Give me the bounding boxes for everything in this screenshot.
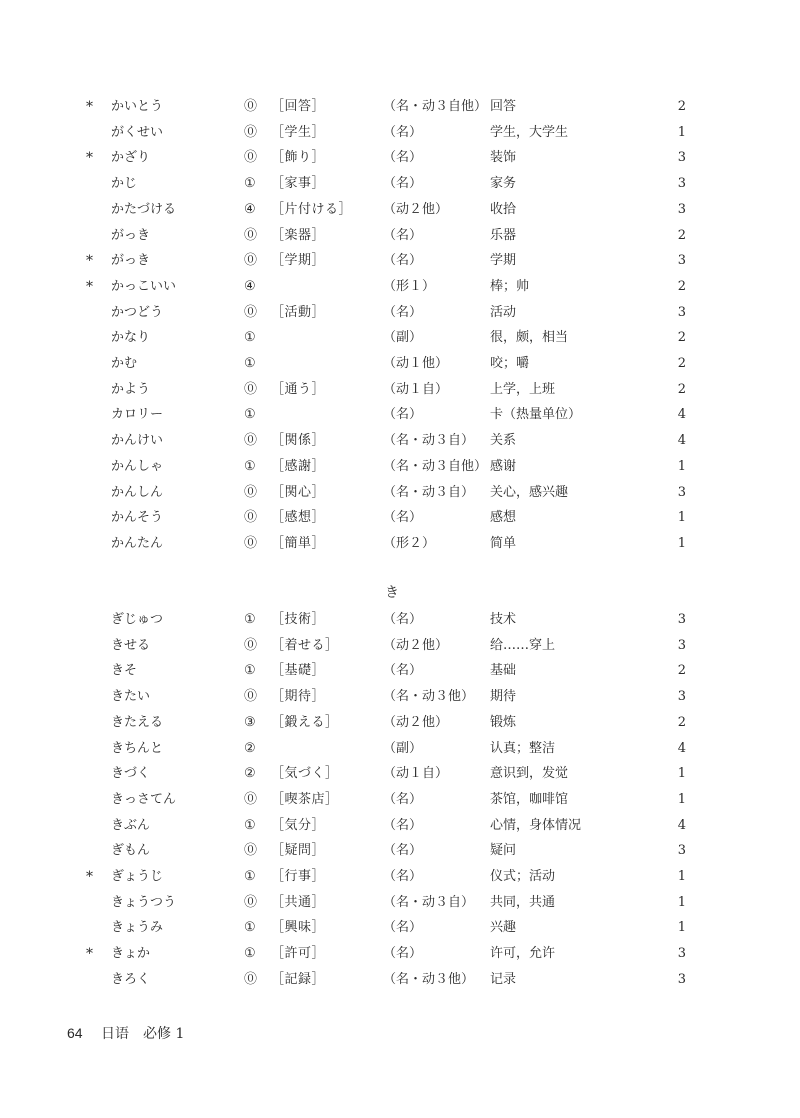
entry-kanji: ［関心］ — [271, 484, 326, 500]
entry-lesson: 1 — [677, 458, 686, 474]
entry-meaning: 心情，身体情况 — [490, 817, 582, 833]
entry-reading: かんけい — [111, 433, 164, 449]
entry-reading: きぶん — [111, 817, 151, 833]
entry-kanji: ［回答］ — [271, 99, 326, 114]
entry-reading: かよう — [111, 381, 151, 397]
entry-meaning: 学期 — [490, 253, 517, 269]
entry-kanji: ［基礎］ — [271, 663, 326, 679]
entry-accent: ① — [244, 920, 256, 936]
entry-meaning: 活动 — [490, 304, 517, 320]
entry-part-of-speech: （名） — [383, 817, 423, 833]
entry-accent: ② — [244, 740, 256, 756]
vocab-row — [0, 865, 800, 889]
entry-accent: ④ — [244, 201, 256, 217]
entry-reading: きたい — [111, 689, 151, 705]
entry-part-of-speech: （名） — [383, 407, 423, 423]
priority-star: * — [86, 150, 93, 167]
entry-reading: きちんと — [111, 740, 164, 756]
entry-reading: かいとう — [111, 99, 164, 114]
entry-meaning: 感想 — [490, 510, 517, 526]
priority-star: * — [86, 869, 93, 885]
vocab-row — [0, 942, 800, 966]
entry-part-of-speech: （动１他） — [383, 356, 449, 371]
entry-meaning: 咬；嚼 — [490, 356, 530, 371]
entry-part-of-speech: （名・动３自） — [383, 484, 475, 500]
entry-meaning: 关心，感兴趣 — [490, 484, 569, 500]
priority-star: * — [86, 99, 93, 115]
entry-lesson: 1 — [677, 791, 686, 807]
entry-lesson: 3 — [677, 946, 686, 962]
entry-meaning: 简单 — [490, 535, 517, 551]
entry-lesson: 2 — [677, 381, 686, 397]
entry-meaning: 兴趣 — [490, 920, 517, 936]
entry-kanji: ［簡単］ — [271, 535, 326, 551]
entry-meaning: 共同，共通 — [490, 894, 556, 910]
entry-reading: きせる — [111, 637, 151, 653]
entry-reading: きそ — [111, 663, 138, 679]
vocab-row — [0, 429, 800, 453]
entry-meaning: 记录 — [490, 971, 517, 987]
entry-accent: ① — [244, 869, 256, 884]
entry-reading: ぎじゅつ — [111, 612, 164, 627]
entry-lesson: 2 — [677, 227, 686, 243]
entry-part-of-speech: （名） — [383, 176, 423, 192]
entry-kanji: ［活動］ — [271, 304, 326, 320]
entry-part-of-speech: （动１自） — [383, 766, 449, 782]
entry-lesson: 4 — [677, 407, 686, 423]
entry-kanji: ［学生］ — [271, 124, 326, 140]
entry-kanji: ［関係］ — [271, 433, 326, 449]
entry-accent: ⓪ — [244, 304, 258, 320]
entry-part-of-speech: （名） — [383, 946, 423, 962]
entry-accent: ⓪ — [244, 124, 258, 140]
vocab-row — [0, 121, 800, 145]
entry-part-of-speech: （动２他） — [383, 637, 449, 653]
entry-kanji: ［感謝］ — [271, 458, 326, 474]
entry-kanji: ［技術］ — [271, 612, 326, 627]
entry-meaning: 仪式；活动 — [490, 869, 556, 884]
entry-meaning: 锻炼 — [490, 714, 517, 730]
entry-lesson: 4 — [677, 740, 686, 756]
entry-accent: ③ — [244, 714, 256, 730]
entry-lesson: 4 — [677, 817, 686, 833]
entry-accent: ⓪ — [244, 791, 258, 807]
vocab-row — [0, 378, 800, 402]
entry-kanji: ［期待］ — [271, 689, 326, 705]
entry-lesson: 2 — [677, 330, 686, 346]
entry-reading: かじ — [111, 176, 138, 192]
entry-meaning: 学生，大学生 — [490, 124, 569, 140]
vocab-row — [0, 198, 800, 222]
entry-part-of-speech: （名） — [383, 510, 423, 526]
entry-kanji: ［許可］ — [271, 946, 326, 962]
entry-kanji: ［喫茶店］ — [271, 791, 339, 807]
entry-meaning: 感谢 — [490, 458, 517, 474]
entry-lesson: 3 — [677, 689, 686, 705]
entry-meaning: 卡（热量单位） — [490, 407, 582, 423]
entry-lesson: 2 — [677, 356, 686, 371]
entry-lesson: 3 — [677, 176, 686, 192]
entry-accent: ① — [244, 946, 256, 962]
vocab-row — [0, 634, 800, 658]
entry-part-of-speech: （名） — [383, 304, 423, 320]
entry-accent: ⓪ — [244, 484, 258, 500]
entry-meaning: 很，颇，相当 — [490, 330, 569, 346]
entry-lesson: 1 — [677, 535, 686, 551]
entry-accent: ① — [244, 356, 256, 371]
entry-lesson: 2 — [677, 278, 686, 294]
entry-reading: きたえる — [111, 714, 164, 730]
page-footer — [67, 1021, 184, 1046]
vocab-row — [0, 224, 800, 248]
entry-kanji: ［鍛える］ — [271, 714, 339, 730]
entry-meaning: 疑问 — [490, 843, 517, 859]
entry-reading: かざり — [111, 150, 151, 166]
vocab-row — [0, 95, 800, 119]
vocab-row — [0, 352, 800, 376]
entry-lesson: 1 — [677, 766, 686, 782]
entry-part-of-speech: （名・动３他） — [383, 971, 475, 987]
entry-part-of-speech: （名・动３自他） — [383, 458, 488, 474]
entry-reading: がくせい — [111, 124, 164, 140]
entry-reading: ぎもん — [111, 843, 151, 859]
entry-accent: ⓪ — [244, 535, 258, 551]
entry-lesson: 2 — [677, 99, 686, 114]
entry-part-of-speech: （名・动３自他） — [383, 99, 488, 114]
entry-accent: ① — [244, 407, 256, 423]
entry-accent: ① — [244, 330, 256, 346]
entry-kanji: ［興味］ — [271, 920, 326, 936]
entry-lesson: 3 — [677, 612, 686, 627]
entry-part-of-speech: （名） — [383, 612, 423, 627]
entry-accent: ⓪ — [244, 433, 258, 449]
vocab-row — [0, 403, 800, 427]
entry-reading: きょうみ — [111, 920, 164, 936]
entry-kanji: ［着せる］ — [271, 637, 339, 653]
vocab-row — [0, 788, 800, 812]
entry-kanji: ［飾り］ — [271, 150, 326, 166]
vocab-row — [0, 146, 800, 170]
vocab-row — [0, 659, 800, 683]
entry-reading: がっき — [111, 253, 151, 269]
entry-part-of-speech: （名） — [383, 920, 423, 936]
entry-reading: かんしん — [111, 484, 164, 500]
entry-part-of-speech: （名） — [383, 150, 423, 166]
entry-reading: かなり — [111, 330, 151, 346]
entry-meaning: 基础 — [490, 663, 517, 679]
entry-accent: ⓪ — [244, 227, 258, 243]
vocab-row — [0, 762, 800, 786]
entry-lesson: 3 — [677, 971, 686, 987]
entry-accent: ④ — [244, 278, 256, 294]
entry-reading: きょか — [111, 946, 151, 962]
entry-part-of-speech: （名） — [383, 663, 423, 679]
entry-meaning: 期待 — [490, 689, 517, 705]
entry-accent: ⓪ — [244, 971, 258, 987]
entry-part-of-speech: （副） — [383, 740, 423, 756]
entry-accent: ⓪ — [244, 689, 258, 705]
entry-kanji: ［通う］ — [271, 381, 326, 397]
priority-star: * — [86, 946, 93, 963]
vocab-row — [0, 481, 800, 505]
entry-lesson: 2 — [677, 663, 686, 679]
entry-part-of-speech: （名） — [383, 791, 423, 807]
entry-meaning: 技术 — [490, 612, 517, 627]
entry-kanji: ［家事］ — [271, 176, 326, 192]
vocab-row — [0, 326, 800, 350]
entry-part-of-speech: （名） — [383, 869, 423, 884]
entry-accent: ① — [244, 458, 256, 474]
entry-reading: かっこいい — [111, 278, 177, 294]
entry-meaning: 许可，允许 — [490, 946, 556, 962]
entry-reading: きろく — [111, 971, 151, 987]
entry-reading: きっさてん — [111, 791, 177, 807]
entry-accent: ⓪ — [244, 510, 258, 526]
entry-lesson: 1 — [677, 510, 686, 526]
vocab-row — [0, 172, 800, 196]
entry-meaning: 意识到，发觉 — [490, 766, 569, 782]
entry-kanji: ［疑問］ — [271, 843, 326, 859]
entry-kanji: ［片付ける］ — [271, 201, 353, 217]
entry-part-of-speech: （形１） — [383, 278, 436, 294]
entry-reading: かんそう — [111, 510, 164, 526]
entry-part-of-speech: （名・动３他） — [383, 689, 475, 705]
entry-part-of-speech: （名） — [383, 843, 423, 859]
vocab-row — [0, 506, 800, 530]
entry-accent: ① — [244, 612, 256, 627]
page-number: 64 — [67, 1025, 83, 1041]
entry-part-of-speech: （动２他） — [383, 201, 449, 217]
entry-accent: ⓪ — [244, 381, 258, 397]
entry-reading: かむ — [111, 356, 138, 371]
entry-part-of-speech: （形２） — [383, 535, 436, 551]
entry-part-of-speech: （名） — [383, 124, 423, 140]
vocab-row — [0, 249, 800, 273]
entry-accent: ⓪ — [244, 637, 258, 653]
vocab-row — [0, 685, 800, 709]
entry-accent: ① — [244, 176, 256, 192]
vocab-row — [0, 814, 800, 838]
entry-part-of-speech: （动１自） — [383, 381, 449, 397]
vocab-row — [0, 891, 800, 915]
entry-kanji: ［気分］ — [271, 817, 326, 833]
priority-star: * — [86, 253, 93, 270]
entry-kanji: ［気づく］ — [271, 766, 339, 782]
entry-lesson: 3 — [677, 150, 686, 166]
entry-meaning: 棒；帅 — [490, 278, 530, 294]
section-heading-ki: き — [385, 585, 399, 601]
entry-accent: ① — [244, 817, 256, 833]
entry-part-of-speech: （名） — [383, 227, 423, 243]
vocab-row — [0, 839, 800, 863]
entry-lesson: 1 — [677, 869, 686, 884]
entry-meaning: 回答 — [490, 99, 517, 114]
vocab-row — [0, 532, 800, 556]
entry-accent: ⓪ — [244, 894, 258, 910]
entry-meaning: 上学，上班 — [490, 381, 556, 397]
vocab-row — [0, 608, 800, 632]
entry-reading: かつどう — [111, 304, 164, 320]
entry-lesson: 1 — [677, 124, 686, 140]
vocab-row — [0, 301, 800, 325]
entry-kanji: ［行事］ — [271, 869, 326, 884]
book-title: 日语 必修 1 — [101, 1026, 185, 1042]
entry-kanji: ［記録］ — [271, 971, 326, 987]
entry-lesson: 4 — [677, 433, 686, 449]
entry-lesson: 3 — [677, 843, 686, 859]
entry-lesson: 3 — [677, 304, 686, 320]
entry-part-of-speech: （名・动３自） — [383, 433, 475, 449]
entry-accent: ⓪ — [244, 843, 258, 859]
entry-meaning: 家务 — [490, 176, 517, 192]
entry-accent: ⓪ — [244, 99, 258, 114]
entry-accent: ⓪ — [244, 253, 258, 269]
entry-lesson: 1 — [677, 894, 686, 910]
entry-reading: かたづける — [111, 201, 177, 217]
entry-kanji: ［楽器］ — [271, 227, 326, 243]
vocab-row — [0, 711, 800, 735]
entry-reading: ぎょうじ — [111, 869, 164, 884]
entry-reading: かんたん — [111, 535, 164, 551]
entry-accent: ⓪ — [244, 150, 258, 166]
entry-meaning: 装饰 — [490, 150, 517, 166]
entry-reading: がっき — [111, 227, 151, 243]
entry-part-of-speech: （名・动３自） — [383, 894, 475, 910]
entry-part-of-speech: （副） — [383, 330, 423, 346]
entry-lesson: 2 — [677, 714, 686, 730]
entry-accent: ② — [244, 766, 256, 782]
entry-meaning: 关系 — [490, 433, 517, 449]
entry-lesson: 3 — [677, 201, 686, 217]
entry-reading: かんしゃ — [111, 458, 164, 474]
entry-lesson: 3 — [677, 484, 686, 500]
vocab-row — [0, 916, 800, 940]
entry-part-of-speech: （动２他） — [383, 714, 449, 730]
vocab-row — [0, 275, 800, 299]
entry-meaning: 茶馆，咖啡馆 — [490, 791, 569, 807]
entry-accent: ① — [244, 663, 256, 679]
entry-reading: きづく — [111, 766, 151, 782]
entry-lesson: 3 — [677, 253, 686, 269]
entry-meaning: 认真；整洁 — [490, 740, 556, 756]
vocab-row — [0, 737, 800, 761]
vocab-row — [0, 455, 800, 479]
vocab-row — [0, 968, 800, 992]
entry-reading: カロリー — [111, 407, 164, 423]
entry-kanji: ［感想］ — [271, 510, 326, 526]
entry-part-of-speech: （名） — [383, 253, 423, 269]
entry-meaning: 给……穿上 — [490, 637, 556, 653]
entry-kanji: ［共通］ — [271, 894, 326, 910]
priority-star: * — [86, 278, 93, 295]
entry-reading: きょうつう — [111, 894, 177, 910]
entry-meaning: 收拾 — [490, 201, 517, 217]
entry-lesson: 3 — [677, 637, 686, 653]
entry-kanji: ［学期］ — [271, 253, 326, 269]
entry-meaning: 乐器 — [490, 227, 517, 243]
entry-lesson: 1 — [677, 920, 686, 936]
